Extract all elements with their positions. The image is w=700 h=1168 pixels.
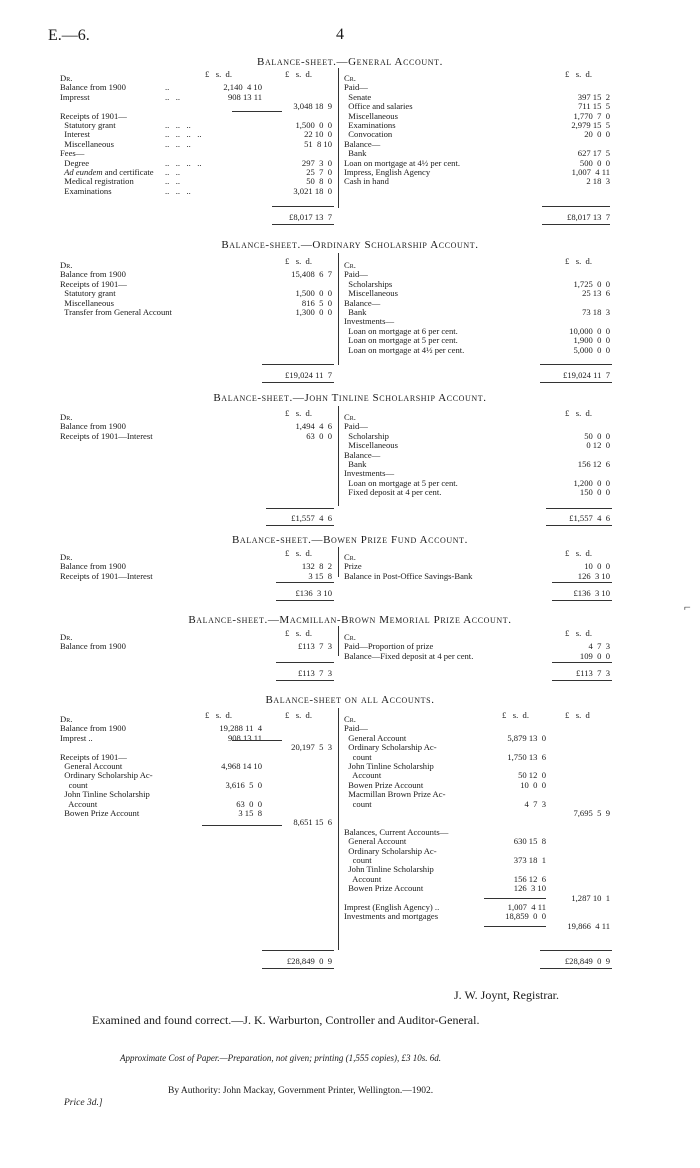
cr-label: count xyxy=(344,855,372,865)
dr-amount: 1,500 0 0 xyxy=(295,120,332,130)
dr-label: Ordinary Scholarship Ac- xyxy=(60,770,153,781)
cr-amount: 1,287 10 1 xyxy=(571,892,610,903)
leader-dots: .. .. xyxy=(165,167,181,177)
dr-label: Receipts of 1901— xyxy=(60,751,127,762)
cr-amount: 156 12 6 xyxy=(513,873,546,884)
total-rule xyxy=(262,968,334,969)
cr-amount: 627 17 5 xyxy=(577,148,610,159)
cr-amount: 10,000 0 0 xyxy=(569,325,610,336)
total-rule xyxy=(540,950,612,951)
total-rule xyxy=(540,968,612,969)
dr-amount: 3,616 5 0 xyxy=(225,779,262,790)
dr-amount: 132 8 2 xyxy=(301,561,332,572)
column-divider xyxy=(338,253,339,365)
cr-label: Balances, Current Accounts— xyxy=(344,826,449,837)
col-head: £ s. d. xyxy=(502,710,529,720)
dr-amount: 2,140 4 10 xyxy=(223,82,262,93)
title-macmillan-brown: Balance-sheet.—Macmillan-Brown Memorial Prize Account. xyxy=(188,614,512,626)
dr-label: Examinations xyxy=(60,185,112,196)
cr-label: Loan on mortgage at 4½ per cent. xyxy=(344,344,465,355)
col-head: £ s. d. xyxy=(565,628,592,638)
dr-label: Balance from 1900 xyxy=(60,641,126,652)
cr-label: Examinations xyxy=(344,120,396,130)
dr-label: Impresst xyxy=(60,91,90,102)
col-head: £ s. d. xyxy=(285,408,312,418)
dr-label: John Tinline Scholarship xyxy=(60,789,150,800)
column-divider xyxy=(338,626,339,656)
dr-label: Interest xyxy=(60,129,91,140)
cr-label: Bowen Prize Account xyxy=(344,779,424,790)
leader-dots: .. .. .. xyxy=(165,138,191,149)
cr-amount: 7,695 5 9 xyxy=(573,808,610,818)
cr-amount: 1,750 13 6 xyxy=(507,751,546,762)
dr-amount: 8,651 15 6 xyxy=(293,817,332,828)
dr-amount: 15,408 6 7 xyxy=(291,269,332,280)
total-rule xyxy=(542,206,610,207)
dr-label: Ad eundem and certificate xyxy=(60,167,154,177)
total: £28,849 0 9 xyxy=(286,956,332,966)
column-divider xyxy=(338,547,339,577)
cr-label: Convocation xyxy=(344,129,393,140)
cr-label: Paid— xyxy=(344,82,368,93)
cr-amount: 19,866 4 11 xyxy=(567,920,610,931)
total-rule xyxy=(540,364,612,365)
cr-label: Scholarship xyxy=(344,430,389,441)
dr-amount: 908 13 11 xyxy=(227,732,262,743)
cr-amount: 500 0 0 xyxy=(579,157,610,168)
dr-amount: 1,494 4 6 xyxy=(295,421,332,432)
title-bowen-prize: Balance-sheet.—Bowen Prize Fund Account. xyxy=(232,534,468,546)
dr-amount: 50 8 0 xyxy=(306,176,332,187)
total: £136 3 10 xyxy=(295,588,332,598)
cr-label: Investments— xyxy=(344,468,395,479)
subtotal-rule xyxy=(232,740,282,741)
cr-amount: 2,979 15 5 xyxy=(571,120,610,130)
dr-amount: 20,197 5 3 xyxy=(291,742,332,753)
total: £8,017 13 7 xyxy=(289,212,332,222)
leader-dots: .. .. .. .. xyxy=(165,157,202,168)
column-divider xyxy=(338,708,339,950)
dr-label: Fees— xyxy=(60,148,85,159)
cr-label: Balance—Fixed deposit at 4 per cent. xyxy=(344,650,474,661)
total: £8,017 13 7 xyxy=(567,212,610,222)
dr-label: count xyxy=(60,779,88,790)
leader-dots: .. .. xyxy=(165,91,181,102)
dr-label: General Account xyxy=(60,761,123,771)
dr-amount: 51 8 10 xyxy=(304,138,332,149)
dr-label: Dr. xyxy=(60,260,73,270)
cr-label: Bank xyxy=(344,148,367,159)
dr-label: Bowen Prize Account xyxy=(60,808,140,818)
total-rule xyxy=(542,224,610,225)
cr-label: Investments and mortgages xyxy=(344,911,439,922)
cr-amount: 25 13 6 xyxy=(582,288,610,299)
dr-label: Dr. xyxy=(60,552,73,562)
dr-label: Balance from 1900 xyxy=(60,561,126,572)
cr-label: Scholarships xyxy=(344,278,393,289)
cr-amount: 4 7 3 xyxy=(524,798,546,809)
cr-amount: 126 3 10 xyxy=(577,570,610,581)
cr-label: Account xyxy=(344,873,382,884)
cr-amount: 10 0 0 xyxy=(520,779,546,790)
total-rule xyxy=(540,382,612,383)
cr-amount: 630 15 8 xyxy=(513,836,546,847)
dr-label: Statutory grant xyxy=(60,288,116,299)
cr-label: Cr. xyxy=(344,260,356,270)
cr-label: Account xyxy=(344,770,382,781)
cr-label: Balance in Post-Office Savings-Bank xyxy=(344,570,473,581)
column-divider xyxy=(338,406,339,506)
total-rule xyxy=(276,582,334,583)
dr-amount: 63 0 0 xyxy=(236,798,262,809)
dr-label: Medical registration xyxy=(60,176,134,187)
total-rule xyxy=(262,382,334,383)
cr-amount: 711 15 5 xyxy=(578,101,610,112)
dr-amount: 1,500 0 0 xyxy=(295,288,332,299)
dr-amount: 908 13 11 xyxy=(227,91,262,102)
cr-label: Investments— xyxy=(344,316,395,327)
col-head: £ s. d. xyxy=(285,628,312,638)
cr-amount: 5,879 13 0 xyxy=(507,732,546,743)
margin-mark: ⌐ xyxy=(684,600,691,614)
cr-amount: 373 18 1 xyxy=(513,855,546,865)
title-general-account: Balance-sheet.—General Account. xyxy=(257,56,443,68)
cr-label: Miscellaneous xyxy=(344,288,398,299)
cr-label: John Tinline Scholarship xyxy=(344,864,434,875)
col-head: £ s. d. xyxy=(565,548,592,558)
cr-amount: 0 12 0 xyxy=(586,440,610,451)
cr-amount: 50 0 0 xyxy=(584,430,610,441)
cr-label: Senate xyxy=(344,91,372,102)
cr-label: Ordinary Scholarship Ac- xyxy=(344,845,437,856)
cr-amount: 397 15 2 xyxy=(577,91,610,102)
dr-amount: 3 15 8 xyxy=(238,808,262,818)
cr-label: Cr. xyxy=(344,714,356,724)
column-divider xyxy=(338,68,339,208)
dr-amount: 816 5 0 xyxy=(301,297,332,308)
dr-amount: 3,021 18 0 xyxy=(293,185,332,196)
dr-amount: 25 7 0 xyxy=(306,167,332,177)
subtotal-rule xyxy=(484,926,546,927)
cr-label: Bank xyxy=(344,459,367,469)
col-head: £ s. d. xyxy=(565,408,592,418)
col-head: £ s. d. xyxy=(565,69,592,79)
cr-label: Ordinary Scholarship Ac- xyxy=(344,742,437,753)
dr-label: Receipts of 1901—Interest xyxy=(60,430,153,441)
cr-label: Paid— xyxy=(344,421,368,432)
cr-amount: 109 0 0 xyxy=(579,650,610,661)
cr-label: count xyxy=(344,751,372,762)
cr-label: John Tinline Scholarship xyxy=(344,761,434,771)
printer-authority: By Authority: John Mackay, Government Printer, Wellington.—1902. xyxy=(168,1086,434,1096)
cr-label: Cash in hand xyxy=(344,176,389,187)
title-all-accounts: Balance-sheet on all Accounts. xyxy=(265,694,435,706)
price-note: Price 3d.] xyxy=(64,1098,103,1108)
cr-amount: 150 0 0 xyxy=(579,487,610,498)
cr-label: General Account xyxy=(344,836,407,847)
cr-amount: 73 18 3 xyxy=(582,307,610,317)
cost-of-paper: Approximate Cost of Paper.—Preparation, not given; printing (1,555 copies), £3 10s. 6d. xyxy=(120,1053,442,1063)
cr-amount: 1,725 0 0 xyxy=(573,278,610,289)
dr-label: Statutory grant xyxy=(60,120,116,130)
cr-label: Paid— xyxy=(344,723,368,734)
cr-amount: 1,007 4 11 xyxy=(571,167,610,177)
cr-label: Cr. xyxy=(344,73,356,83)
dr-label: Dr. xyxy=(60,632,73,642)
total-rule xyxy=(552,680,612,681)
cr-amount: 156 12 6 xyxy=(577,459,610,469)
total-rule xyxy=(266,525,334,526)
dr-amount: 19,288 11 4 xyxy=(219,723,262,734)
cr-label: Miscellaneous xyxy=(344,440,398,451)
leader-dots: .. .. .. .. xyxy=(165,129,202,140)
cr-amount: 126 3 10 xyxy=(513,883,546,894)
dr-label: Balance from 1900 xyxy=(60,269,126,280)
cr-label: Macmillan Brown Prize Ac- xyxy=(344,789,446,800)
col-head: £ s. d. xyxy=(565,256,592,266)
total-rule xyxy=(552,662,612,663)
dr-label: Receipts of 1901— xyxy=(60,110,127,121)
cr-label: Loan on mortgage at 4½ per cent. xyxy=(344,157,460,168)
dr-label: Miscellaneous xyxy=(60,297,114,308)
registrar-signature: J. W. Joynt, Registrar. xyxy=(454,988,560,1002)
leader-dots: .. xyxy=(165,82,170,93)
cr-amount: 20 0 0 xyxy=(584,129,610,140)
header-ref: E.—6. xyxy=(48,27,90,44)
cr-label: Balance— xyxy=(344,297,381,308)
dr-label: Receipts of 1901—Interest xyxy=(60,570,153,581)
cr-amount: 4 7 3 xyxy=(588,641,610,652)
total: £19,024 11 7 xyxy=(563,370,610,380)
cr-amount: 18,859 0 0 xyxy=(505,911,546,922)
total: £136 3 10 xyxy=(573,588,610,598)
cr-label: Imprest (English Agency) .. xyxy=(344,902,440,912)
cr-label: Fixed deposit at 4 per cent. xyxy=(344,487,442,498)
dr-amount: 4,968 14 10 xyxy=(221,761,262,771)
cr-label: count xyxy=(344,798,372,809)
cr-amount: 2 18 3 xyxy=(586,176,610,187)
dr-amount: 3 15 8 xyxy=(308,570,332,581)
total: £28,849 0 9 xyxy=(564,956,610,966)
cr-label: Bowen Prize Account xyxy=(344,883,424,894)
dr-label: Transfer from General Account xyxy=(60,307,172,317)
total-rule xyxy=(552,582,612,583)
dr-amount: £113 7 3 xyxy=(297,641,332,652)
total-rule xyxy=(266,508,334,509)
total: £113 7 3 xyxy=(575,668,610,678)
dr-amount: 63 0 0 xyxy=(306,430,332,441)
cr-label: Loan on mortgage at 5 per cent. xyxy=(344,335,458,346)
cr-amount: 10 0 0 xyxy=(584,561,610,572)
cr-amount: 1,770 7 0 xyxy=(573,110,610,121)
subtotal-rule xyxy=(232,111,282,112)
leader-dots: .. .. .. xyxy=(165,120,191,130)
cr-label: Paid—Proportion of prize xyxy=(344,641,434,652)
dr-amount: 297 3 0 xyxy=(301,157,332,168)
dr-label: Balance from 1900 xyxy=(60,82,126,93)
cr-label: Impress, English Agency xyxy=(344,167,431,177)
title-john-tinline: Balance-sheet.—John Tinline Scholarship Account. xyxy=(213,392,487,404)
col-head: £ s. d. xyxy=(205,710,232,720)
total: £1,557 4 6 xyxy=(291,513,332,523)
dr-amount: 3,048 18 9 xyxy=(293,101,332,112)
total-rule xyxy=(276,662,334,663)
dr-label: Dr. xyxy=(60,73,73,83)
total-rule xyxy=(262,950,334,951)
total-rule xyxy=(272,206,334,207)
cr-amount: 1,007 4 11 xyxy=(507,902,546,912)
total: £113 7 3 xyxy=(297,668,332,678)
leader-dots: .. .. .. xyxy=(165,185,191,196)
subtotal-rule xyxy=(484,898,546,899)
cr-label: Prize xyxy=(344,561,362,572)
col-head: £ s. d xyxy=(565,710,590,720)
col-head: £ s. d. xyxy=(285,256,312,266)
total-rule xyxy=(276,680,334,681)
subtotal-rule xyxy=(202,825,282,826)
col-head: £ s. d. xyxy=(205,69,232,79)
dr-label: Account xyxy=(60,798,98,809)
dr-label: Balance from 1900 xyxy=(60,421,126,432)
total-rule xyxy=(546,525,612,526)
total-rule xyxy=(546,508,612,509)
total-rule xyxy=(262,364,334,365)
dr-label: Dr. xyxy=(60,714,73,724)
cr-label: General Account xyxy=(344,732,407,743)
title-ordinary-scholarship: Balance-sheet.—Ordinary Scholarship Account. xyxy=(221,239,479,251)
dr-amount: 22 10 0 xyxy=(304,129,332,140)
total-rule xyxy=(272,224,334,225)
auditor-statement: Examined and found correct.—J. K. Warburton, Controller and Auditor-General. xyxy=(92,1013,480,1027)
cr-label: Cr. xyxy=(344,412,356,422)
cr-label: Office and salaries xyxy=(344,101,413,112)
dr-label: Dr. xyxy=(60,412,73,422)
cr-label: Miscellaneous xyxy=(344,110,398,121)
cr-amount: 50 12 0 xyxy=(518,770,546,781)
leader-dots: .. .. xyxy=(165,176,181,187)
cr-label: Loan on mortgage at 5 per cent. xyxy=(344,477,458,488)
total: £19,024 11 7 xyxy=(285,370,332,380)
dr-label: Imprest .. xyxy=(60,732,93,743)
dr-label: Degree xyxy=(60,157,90,168)
total: £1,557 4 6 xyxy=(569,513,610,523)
cr-amount: 1,200 0 0 xyxy=(573,477,610,488)
cr-label: Loan on mortgage at 6 per cent. xyxy=(344,325,458,336)
col-head: £ s. d. xyxy=(285,710,312,720)
cr-label: Bank xyxy=(344,307,367,317)
cr-label: Cr. xyxy=(344,552,356,562)
dr-label: Miscellaneous xyxy=(60,138,114,149)
col-head: £ s. d. xyxy=(285,548,312,558)
page-number: 4 xyxy=(336,26,344,43)
col-head: £ s. d. xyxy=(285,69,312,79)
cr-label: Paid— xyxy=(344,269,368,280)
cr-amount: 1,900 0 0 xyxy=(573,335,610,346)
total-rule xyxy=(552,600,612,601)
dr-label: Balance from 1900 xyxy=(60,723,126,734)
dr-label: Receipts of 1901— xyxy=(60,278,127,289)
cr-label: Cr. xyxy=(344,632,356,642)
cr-label: Balance— xyxy=(344,138,381,149)
dr-amount: 1,300 0 0 xyxy=(295,307,332,317)
total-rule xyxy=(276,600,334,601)
cr-amount: 5,000 0 0 xyxy=(573,344,610,355)
cr-label: Balance— xyxy=(344,449,381,460)
